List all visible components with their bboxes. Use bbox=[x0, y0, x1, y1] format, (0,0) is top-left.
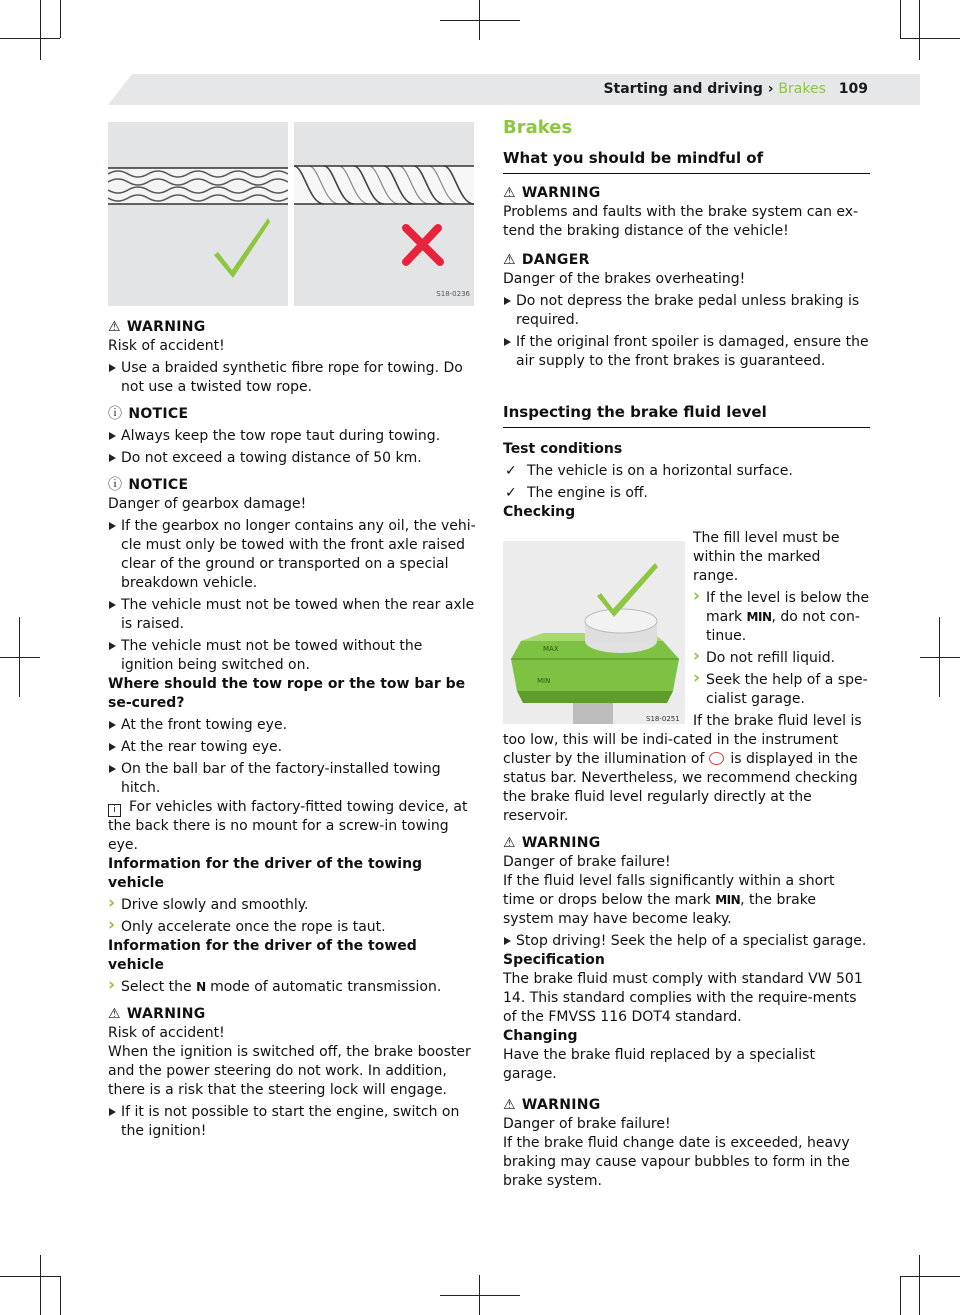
check-item: ✓ The engine is off. bbox=[503, 484, 870, 503]
check-item: ✓ The vehicle is on a horizontal surface. bbox=[503, 462, 870, 481]
changing-heading: Changing bbox=[503, 1028, 578, 1044]
warning-box bbox=[503, 834, 870, 951]
list-item: Do not exceed a towing distance of 50 km. bbox=[108, 449, 476, 468]
min-tag: MIN bbox=[746, 610, 772, 624]
crop-mark bbox=[900, 38, 960, 39]
crop-mark bbox=[60, 1276, 61, 1315]
warning-text: Risk of accident! bbox=[108, 1025, 225, 1041]
notice-title: NOTICE bbox=[128, 406, 189, 422]
crop-mark bbox=[0, 657, 40, 658]
step-item: › Do not refill liquid. bbox=[693, 649, 870, 668]
step-text: mode of automatic transmission. bbox=[210, 979, 442, 995]
warning-title: WARNING bbox=[126, 1006, 206, 1022]
warning-text bbox=[503, 872, 870, 929]
test-conditions-heading: Test conditions bbox=[503, 441, 623, 457]
warning-text: Risk of accident! bbox=[108, 338, 225, 354]
figure-code: S18-0236 bbox=[436, 290, 470, 298]
low-level-text-part: is displayed in the status bar. Nevertheless, we recommend checking the brake fluid level regularly directly at the reservoir. bbox=[503, 751, 858, 824]
list-item: If the original front spoiler is damaged, ensure the air supply to the front brakes is guaranteed. bbox=[503, 333, 870, 371]
warning-text: Danger of brake failure! bbox=[503, 854, 671, 870]
figure-code: S18-0251 bbox=[646, 715, 680, 723]
warning-triangle-icon: ⚠ bbox=[108, 1006, 121, 1022]
warning-title: WARNING bbox=[521, 1097, 601, 1113]
gear-n-tag: N bbox=[196, 980, 206, 994]
step-item bbox=[693, 589, 870, 646]
list-item: On the ball bar of the factory-installed towing hitch. bbox=[108, 760, 476, 798]
list-item: If it is not possible to start the engine, switch on the ignition! bbox=[108, 1103, 476, 1141]
warning-box bbox=[503, 184, 870, 241]
step-text: If the level is below the mark bbox=[706, 590, 870, 625]
list-item: If the gearbox no longer contains any oil, the vehi-cle must only be towed with the front axle raised clear of the ground or transported on a special breakdown vehicle. bbox=[108, 517, 476, 593]
header-separator: › bbox=[767, 81, 774, 97]
crop-mark bbox=[19, 617, 20, 697]
checkmark-icon bbox=[214, 218, 270, 278]
crop-mark bbox=[900, 1276, 901, 1315]
warning-text: If the brake fluid change date is exceeded, heavy braking may cause vapour bubbles to form in the brake system. bbox=[503, 1135, 850, 1189]
warning-text-part: , the brake system may have become leaky. bbox=[503, 892, 816, 927]
warning-text-part: If the fluid level falls significantly within a short time or drops below the mark bbox=[503, 873, 835, 908]
list-item: At the rear towing eye. bbox=[108, 738, 476, 757]
notice-icon: ⓘ bbox=[108, 477, 123, 493]
list-item: Use a braided synthetic fibre rope for towing. Do not use a twisted tow rope. bbox=[108, 359, 476, 397]
page-number: 109 bbox=[838, 81, 868, 97]
left-column bbox=[108, 122, 476, 1141]
running-header bbox=[603, 81, 868, 97]
braided-rope-panel bbox=[108, 122, 288, 306]
list-item: The vehicle must not be towed when the rear axle is raised. bbox=[108, 596, 476, 634]
fill-level-text: The fill level must be within the marked range. bbox=[693, 530, 840, 584]
list-item: Always keep the tow rope taut during towing. bbox=[108, 427, 476, 446]
min-tag: MIN bbox=[715, 893, 741, 907]
specification-heading: Specification bbox=[503, 952, 605, 968]
checking-block bbox=[503, 529, 870, 826]
specification-text: The brake fluid must comply with standard VW 501 14. This standard complies with the require-ments of the FMVSS 116 DOT4 standard. bbox=[503, 971, 863, 1025]
step-item: › Drive slowly and smoothly. bbox=[108, 896, 476, 915]
crop-mark bbox=[0, 38, 60, 39]
warning-triangle-icon: ⚠ bbox=[503, 1097, 516, 1113]
twisted-rope-panel bbox=[294, 122, 474, 306]
twisted-rope-image bbox=[294, 122, 474, 306]
info-icon: i bbox=[108, 804, 121, 817]
warning-box bbox=[108, 318, 476, 397]
header-section: Starting and driving bbox=[603, 81, 763, 97]
warning-title: WARNING bbox=[521, 185, 601, 201]
notice-icon: ⓘ bbox=[108, 406, 123, 422]
tow-rope-figure bbox=[108, 122, 474, 306]
header-crumb: Brakes bbox=[778, 81, 826, 97]
list-item: Stop driving! Seek the help of a specialist garage. bbox=[503, 932, 870, 951]
crop-mark bbox=[0, 1276, 60, 1277]
info-text: For vehicles with factory-fitted towing device, at the back there is no mount for a screw-in towing eye. bbox=[108, 799, 468, 853]
crop-mark bbox=[440, 1295, 520, 1296]
warning-triangle-icon: ⚠ bbox=[503, 185, 516, 201]
notice-text: Danger of gearbox damage! bbox=[108, 496, 307, 512]
towing-driver-heading: Information for the driver of the towing vehicle bbox=[108, 856, 423, 891]
crop-mark bbox=[939, 617, 940, 697]
brake-warning-lamp-icon bbox=[709, 752, 724, 765]
crop-mark bbox=[900, 0, 901, 38]
towed-driver-heading: Information for the driver of the towed vehicle bbox=[108, 938, 417, 973]
danger-text: Danger of the brakes overheating! bbox=[503, 271, 746, 287]
warning-triangle-icon: ⚠ bbox=[503, 835, 516, 851]
cross-icon bbox=[406, 228, 440, 262]
brake-reservoir-image bbox=[503, 541, 685, 724]
crop-mark bbox=[479, 1275, 480, 1315]
info-note bbox=[108, 798, 476, 855]
min-label: MIN bbox=[537, 677, 551, 685]
warning-title: WARNING bbox=[126, 319, 206, 335]
step-text: , do not con-tinue. bbox=[706, 609, 860, 644]
notice-box bbox=[108, 476, 476, 675]
list-item: Do not depress the brake pedal unless braking is required. bbox=[503, 292, 870, 330]
crop-mark bbox=[919, 0, 920, 60]
crop-mark bbox=[920, 657, 960, 658]
step-item: › Seek the help of a spe-cialist garage. bbox=[693, 671, 870, 709]
step-item bbox=[108, 978, 476, 997]
low-level-text bbox=[503, 712, 870, 826]
section-title: Brakes bbox=[503, 117, 573, 138]
crop-mark bbox=[479, 0, 480, 40]
list-item: The vehicle must not be towed without the ignition being switched on. bbox=[108, 637, 476, 675]
warning-title: WARNING bbox=[521, 835, 601, 851]
danger-title: DANGER bbox=[521, 252, 590, 268]
warning-text: Problems and faults with the brake system can ex-tend the braking distance of the vehicle! bbox=[503, 204, 859, 239]
crop-mark bbox=[900, 1276, 960, 1277]
right-column bbox=[503, 118, 870, 1191]
braided-rope-image bbox=[108, 122, 288, 306]
crop-mark bbox=[919, 1255, 920, 1315]
warning-text: Danger of brake failure! bbox=[503, 1116, 671, 1132]
warning-box bbox=[503, 1096, 870, 1191]
heading-mindful: What you should be mindful of bbox=[503, 149, 870, 174]
warning-box bbox=[108, 1005, 476, 1141]
brake-reservoir-figure bbox=[503, 541, 685, 724]
warning-triangle-icon: ⚠ bbox=[108, 319, 121, 335]
max-label: MAX bbox=[543, 645, 559, 653]
warning-triangle-icon: ⚠ bbox=[503, 252, 516, 268]
checking-heading: Checking bbox=[503, 504, 576, 520]
step-item: › Only accelerate once the rope is taut. bbox=[108, 918, 476, 937]
step-text: Select the bbox=[121, 979, 192, 995]
danger-box bbox=[503, 251, 870, 371]
heading-inspect: Inspecting the brake fluid level bbox=[503, 403, 870, 428]
crop-mark bbox=[40, 0, 41, 60]
notice-box bbox=[108, 405, 476, 468]
crop-mark bbox=[60, 0, 61, 38]
warning-text: When the ignition is switched off, the brake booster and the power steering do not work. In addition, there is a risk that the steering lock will engage. bbox=[108, 1044, 471, 1098]
notice-title: NOTICE bbox=[128, 477, 189, 493]
list-item: At the front towing eye. bbox=[108, 716, 476, 735]
changing-text: Have the brake fluid replaced by a specialist garage. bbox=[503, 1047, 815, 1082]
tow-point-heading: Where should the tow rope or the tow bar be se-cured? bbox=[108, 676, 466, 711]
crop-mark bbox=[40, 1255, 41, 1315]
crop-mark bbox=[440, 20, 520, 21]
low-level-text-part: If the brake fluid level is too low, this will be indi-cated in the instrument cluster by the illumination of bbox=[503, 713, 862, 767]
